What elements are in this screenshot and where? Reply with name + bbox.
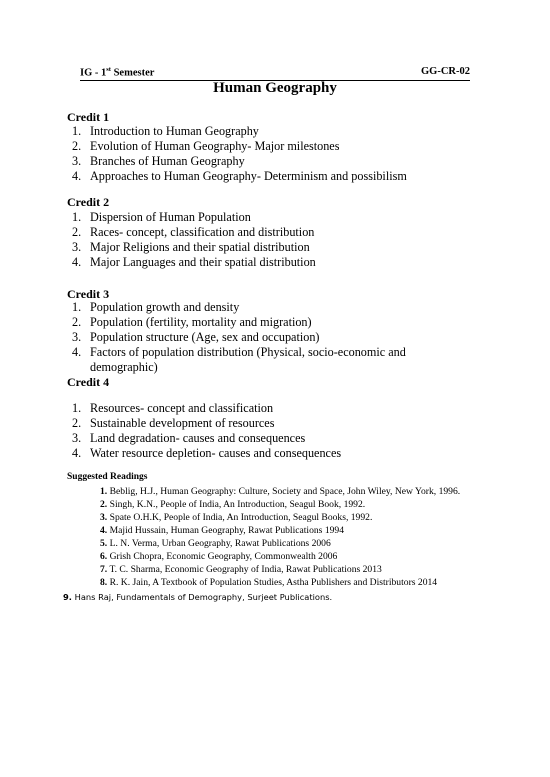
- reference-item: 3. Spate O.H.K, People of India, An Introduction, Seagul Books, 1992.: [100, 512, 373, 523]
- credit-4-list: [72, 401, 450, 461]
- credit-2-heading: Credit 2: [67, 195, 110, 209]
- reference-item: 6. Grish Chopra, Economic Geography, Commonwealth 2006: [100, 551, 338, 562]
- list-item: 4. Major Languages and their spatial distribution: [72, 255, 316, 269]
- reference-item: 8. R. K. Jain, A Textbook of Population Studies, Astha Publishers and Distributors 2014: [100, 577, 438, 588]
- reference-item: 1. Beblig, H.J., Human Geography: Culture, Society and Space, John Wiley, New York, 1996.: [100, 486, 461, 497]
- list-item: 1. Introduction to Human Geography: [72, 124, 259, 138]
- list-item: 3. Population structure (Age, sex and occupation): [72, 330, 320, 344]
- page-header: [80, 66, 470, 81]
- credit-1-heading: Credit 1: [67, 110, 110, 124]
- list-item: 2. Population (fertility, mortality and migration): [72, 315, 312, 329]
- list-item: 2. Races- concept, classification and distribution: [72, 225, 315, 239]
- list-item: 4. Water resource depletion- causes and consequences: [72, 446, 342, 460]
- list-item: 2. Evolution of Human Geography- Major milestones: [72, 139, 340, 153]
- list-item: 1. Population growth and density: [72, 300, 240, 314]
- list-item: 1. Dispersion of Human Population: [72, 210, 251, 224]
- list-item: 3. Land degradation- causes and consequences: [72, 431, 306, 445]
- list-item: 4. Approaches to Human Geography- Determinism and possibilism: [72, 169, 407, 183]
- course-code: GG-CR-02: [421, 66, 470, 77]
- reference-item: 2. Singh, K.N., People of India, An Introduction, Seagul Book, 1992.: [100, 499, 366, 510]
- credit-3-heading: Credit 3: [67, 287, 110, 301]
- credit-3-list: [72, 300, 450, 375]
- page-title: Human Geography: [213, 80, 337, 96]
- credit-4-heading: Credit 4: [67, 375, 110, 389]
- reference-item-last: 9. Hans Raj, Fundamentals of Demography, Surjeet Publications.: [63, 592, 333, 602]
- credit-1-list: [72, 124, 450, 184]
- reference-list: [100, 485, 475, 589]
- suggested-readings-heading: Suggested Readings: [67, 472, 148, 482]
- semester-label: IG - 1st Semester: [80, 66, 155, 79]
- list-item: 1. Resources- concept and classification: [72, 401, 274, 415]
- list-item: 3. Branches of Human Geography: [72, 154, 245, 168]
- reference-item: 7. T. C. Sharma, Economic Geography of India, Rawat Publications 2013: [100, 564, 382, 575]
- list-item: 2. Sustainable development of resources: [72, 416, 275, 430]
- list-item: 3. Major Religions and their spatial distribution: [72, 240, 310, 254]
- credit-2-list: [72, 210, 450, 270]
- reference-item: 4. Majid Hussain, Human Geography, Rawat Publications 1994: [100, 525, 345, 536]
- reference-item: 5. L. N. Verma, Urban Geography, Rawat Publications 2006: [100, 538, 331, 549]
- list-item: 4. Factors of population distribution (Physical, socio-economic and demographic): [72, 345, 406, 374]
